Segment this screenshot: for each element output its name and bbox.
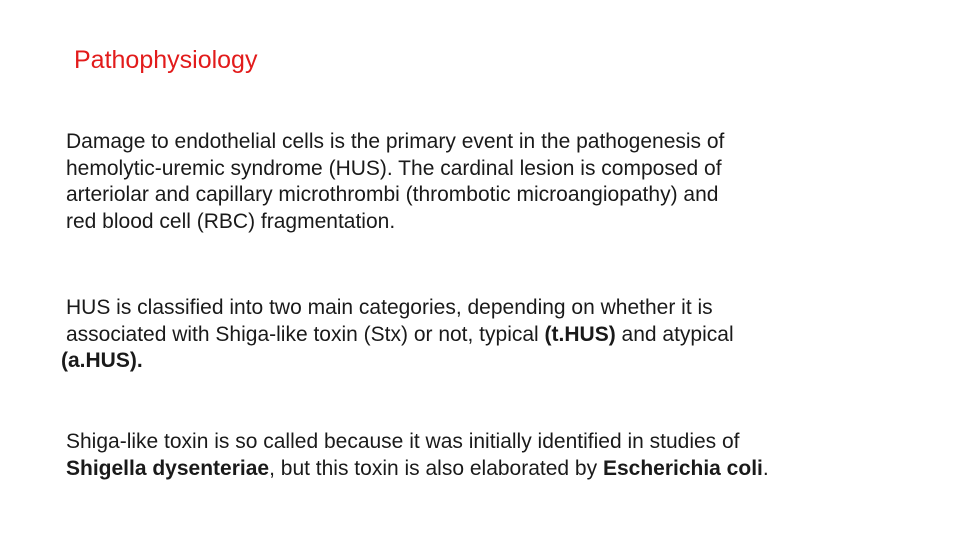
paragraph2-line2-text: associated with Shiga-like toxin (Stx) or not, typical [66,322,545,346]
paragraph1-line4: red blood cell (RBC) fragmentation. [66,209,396,233]
paragraph2-line2-end: and atypical [615,322,734,346]
paragraph1-line3: arteriolar and capillary microthrombi (thrombotic microangiopathy) and [66,183,719,206]
paragraph-endothelial-damage [66,129,916,235]
shigella-term: Shigella dysenteriae [66,456,270,480]
ecoli-term: Escherichia coli [602,456,763,480]
paragraph3-line2-end: . [762,456,769,480]
paragraph3-line1: Shiga-like toxin is so called because it was initially identified in studies of [66,430,740,453]
paragraph2-line1: HUS is classified into two main categories, depending on whether it is [66,296,713,319]
paragraph1-line1: Damage to endothelial cells is the primary event in the pathogenesis of [66,130,725,153]
atypical-hus-term: (a.HUS). [61,349,143,372]
paragraph3-line2-text: , but this toxin is also elaborated by [269,456,603,480]
paragraph-shiga-toxin [66,429,916,482]
typical-hus-term: (t.HUS) [544,322,616,346]
paragraph-hus-classification [61,295,916,375]
slide-title: Pathophysiology [74,46,258,74]
paragraph1-line2: hemolytic-uremic syndrome (HUS). The cardinal lesion is composed of [66,156,722,180]
